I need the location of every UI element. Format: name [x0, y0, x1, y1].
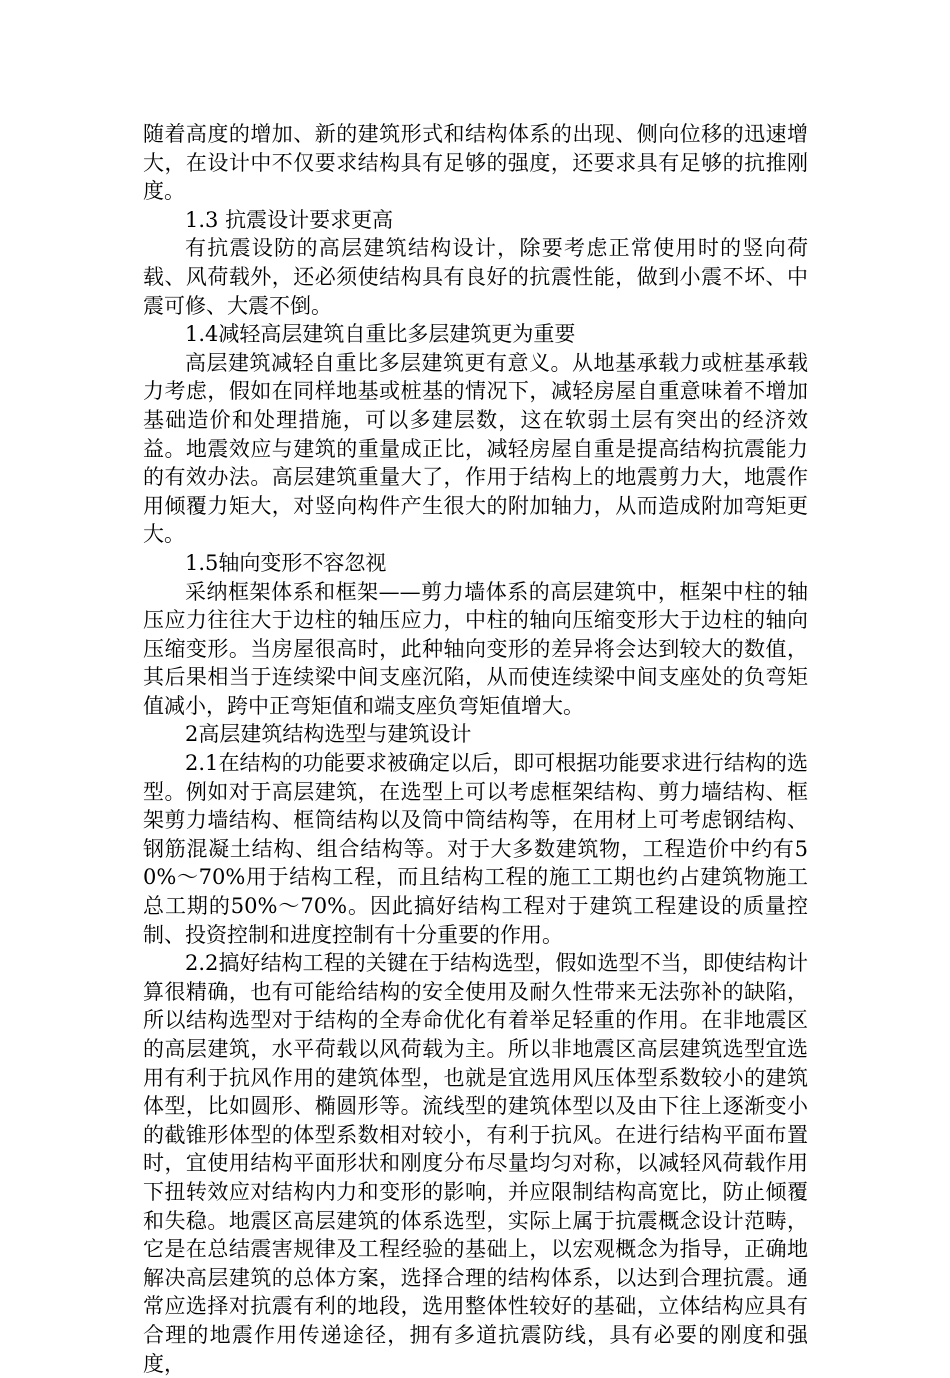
paragraph-axial-deformation: 采纳框架体系和框架——剪力墙体系的高层建筑中，框架中柱的轴压应力往往大于边柱的轴压应力，中柱的轴向压缩变形大于边柱的轴向压缩变形。当房屋很高时，此种轴向变形的差异将会达到较大的数值，其后果相当于连续梁中间支座沉陷，从而使连续梁中间支座处的负弯矩值减小，跨中正弯矩值和端支座负弯矩值增大。: [143, 579, 808, 718]
paragraph-seismic-design: 有抗震设防的高层建筑结构设计，除要考虑正常使用时的竖向荷载、风荷载外，还必须使结构具有良好的抗震性能，做到小震不坏、中震可修、大震不倒。: [143, 236, 808, 318]
section-heading-1-3: 1.3 抗震设计要求更高: [185, 207, 394, 232]
body-text: [143, 120, 808, 1378]
paragraph-2-1: 2.1在结构的功能要求被确定以后，即可根据功能要求进行结构的选型。例如对于高层建筑，在选型上可以考虑框架结构、剪力墙结构、框架剪力墙结构、框筒结构以及筒中筒结构等，在用材上可考虑钢结构、钢筋混凝土结构、组合结构等。对于大多数建筑物，工程造价中约有50%～70%用于结构工程，而且结构工程的施工工期也约占建筑物施工总工期的50%～70%。因此搞好结构工程对于建筑工程建设的质量控制、投资控制和进度控制有十分重要的作用。: [143, 751, 808, 947]
section-heading-2: 2高层建筑结构选型与建筑设计: [185, 722, 472, 747]
section-heading-1-4: 1.4减轻高层建筑自重比多层建筑更为重要: [185, 322, 576, 347]
paragraph-2-2: 2.2搞好结构工程的关键在于结构选型，假如选型不当，即使结构计算很精确，也有可能给结构的安全使用及耐久性带来无法弥补的缺陷，所以结构选型对于结构的全寿命优化有着举足轻重的作用。在非地震区的高层建筑，水平荷载以风荷载为主。所以非地震区高层建筑选型宜选用有利于抗风作用的建筑体型，也就是宜选用风压体型系数较小的建筑体型，比如圆形、椭圆形等。流线型的建筑体型以及由下往上逐渐变小的截锥形体型的体型系数相对较小，有利于抗风。在进行结构平面布置时，宜使用结构平面形状和刚度分布尽量均匀对称，以减轻风荷载作用下扭转效应对结构内力和变形的影响，并应限制结构高宽比，防止倾覆和失稳。地震区高层建筑的体系选型，实际上属于抗震概念设计范畴，它是在总结震害规律及工程经验的基础上，以宏观概念为指导，正确地解决高层建筑的总体方案，选择合理的结构体系，以达到合理抗震。通常应选择对抗震有利的地段，选用整体性较好的基础，立体结构应具有合理的地震作用传递途径，拥有多道抗震防线，具有必要的刚度和强度，: [143, 951, 808, 1376]
paragraph-self-weight: 高层建筑减轻自重比多层建筑更有意义。从地基承载力或桩基承载力考虑，假如在同样地基或桩基的情况下，减轻房屋自重意味着不增加基础造价和处理措施，可以多建层数，这在软弱土层有突出的经济效益。地震效应与建筑的重量成正比，减轻房屋自重是提高结构抗震能力的有效办法。高层建筑重量大了，作用于结构上的地震剪力大，地震作用倾覆力矩大，对竖向构件产生很大的附加轴力，从而造成附加弯矩更大。: [143, 350, 808, 547]
paragraph-continuation: 随着高度的增加、新的建筑形式和结构体系的出现、侧向位移的迅速增大，在设计中不仅要求结构具有足够的强度，还要求具有足够的抗推刚度。: [143, 122, 808, 204]
section-heading-1-5: 1.5轴向变形不容忽视: [185, 550, 387, 575]
